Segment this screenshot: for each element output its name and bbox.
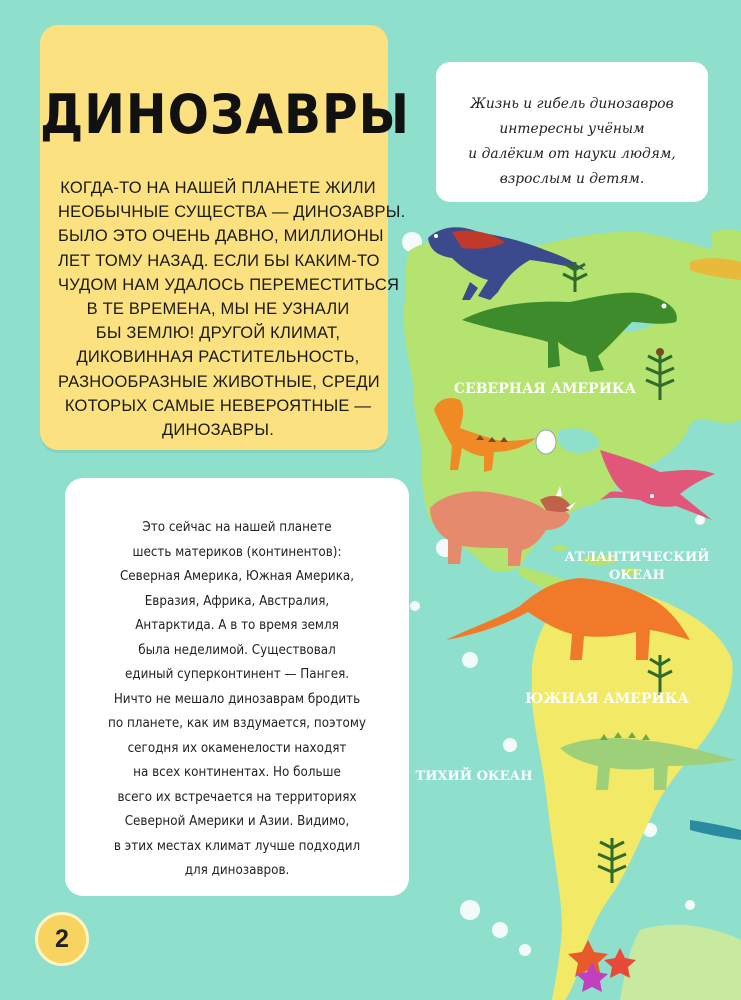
note-line: взрослым и детям.	[499, 171, 645, 187]
intro-line: ДИКОВИННАЯ РАСТИТЕЛЬНОСТЬ,	[76, 348, 360, 367]
body-line: единый суперконтинент — Пангея.	[124, 667, 350, 682]
intro-line: ЧУДОМ НАМ УДАЛОСЬ ПЕРЕМЕСТИТЬСЯ	[58, 275, 400, 294]
intro-line: В ТЕ ВРЕМЕНА, МЫ НЕ УЗНАЛИ	[86, 300, 350, 319]
body-line: Это сейчас на нашей планете	[142, 520, 332, 535]
intro-line: КОГДА-ТО НА НАШЕЙ ПЛАНЕТЕ ЖИЛИ	[60, 179, 376, 197]
label-atlantic-line1: АТЛАНТИЧЕСКИЙ	[564, 550, 710, 565]
body-line: Северная Америка, Южная Америка,	[119, 569, 355, 584]
label-atlantic-line2: ОКЕАН	[609, 568, 665, 583]
intro-line: РАЗНООБРАЗНЫЕ ЖИВОТНЫЕ, СРЕДИ	[58, 372, 380, 391]
label-south-america: ЮЖНАЯ АМЕРИКА	[525, 691, 689, 707]
body-line: сегодня их окаменелости находят	[127, 740, 347, 756]
label-north-america: СЕВЕРНАЯ АМЕРИКА	[453, 381, 637, 397]
intro-line: КОТОРЫХ САМЫЕ НЕВЕРОЯТНЫЕ —	[64, 396, 372, 415]
body-line: по планете, как им вздумается, поэтому	[108, 716, 366, 731]
continents-card	[65, 478, 409, 896]
intro-line: ЛЕТ ТОМУ НАЗАД. ЕСЛИ БЫ КАКИМ-ТО	[58, 251, 380, 270]
page-number: 2	[35, 912, 89, 966]
label-pacific: ТИХИЙ ОКЕАН	[415, 769, 533, 784]
body-line: Евразия, Африка, Австралия,	[144, 593, 330, 609]
intro-text	[58, 176, 406, 442]
body-line: для динозавров.	[184, 863, 290, 878]
intro-line: НЕОБЫЧНЫЕ СУЩЕСТВА — ДИНОЗАВРЫ.	[58, 203, 406, 222]
intro-line: ДИНОЗАВРЫ.	[162, 421, 274, 440]
note-line: и далёким от науки людям,	[468, 146, 676, 162]
intro-line: БЫ ЗЕМЛЮ! ДРУГОЙ КЛИМАТ,	[95, 324, 341, 343]
body-line: Антарктида. А в то время земля	[135, 618, 339, 633]
body-line: шесть материков (континентов):	[132, 544, 342, 560]
note-line: Жизнь и гибель динозавров	[470, 96, 674, 112]
dinosaur-egg-icon	[536, 430, 556, 454]
body-line: всего их встречается на территориях	[117, 789, 357, 805]
intro-line: БЫЛО ЭТО ОЧЕНЬ ДАВНО, МИЛЛИОНЫ	[58, 227, 384, 246]
note-text	[436, 92, 708, 192]
note-line: интересны учёным	[499, 121, 645, 137]
body-line: Ничто не мешало динозаврам бродить	[113, 691, 361, 707]
body-line: Северной Америки и Азии. Видимо,	[124, 814, 350, 829]
continents-text	[65, 516, 409, 884]
note-card	[436, 62, 708, 202]
body-line: на всех континентах. Но больше	[133, 765, 341, 780]
antarctica-edge	[620, 925, 741, 1000]
title-card	[40, 25, 410, 450]
body-line: была неделимой. Существовал	[138, 642, 336, 658]
page-title: ДИНОЗАВРЫ	[40, 83, 410, 146]
body-line: в этих местах климат лучше подходил	[113, 838, 361, 854]
fish-icon	[690, 820, 741, 840]
